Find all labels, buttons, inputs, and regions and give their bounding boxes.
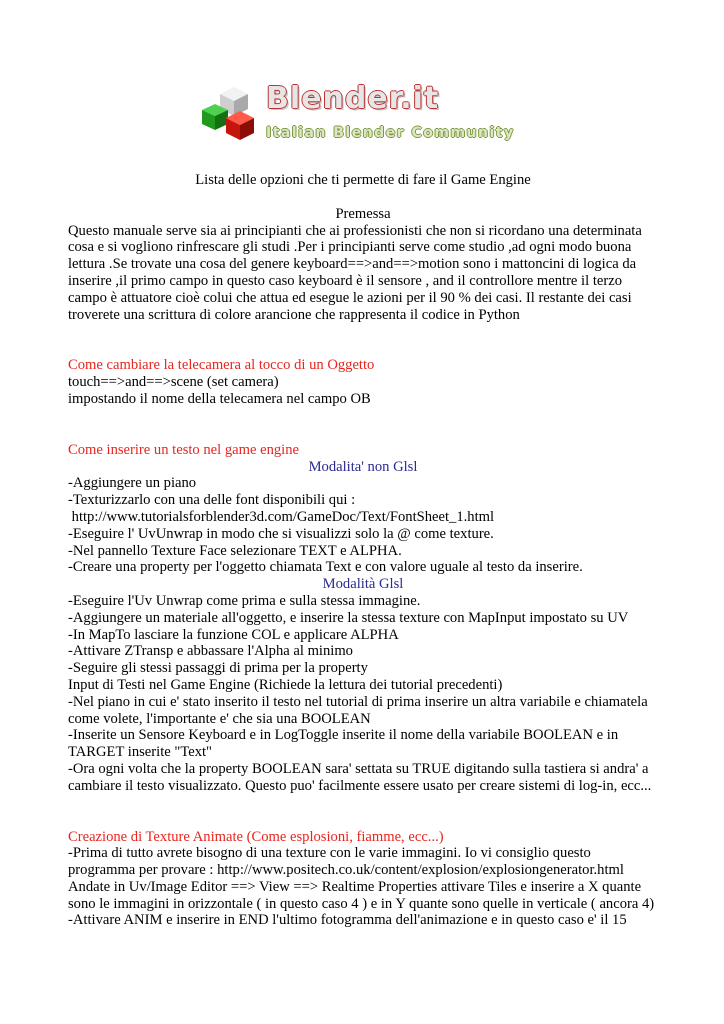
logo-title: Blender.it — [266, 81, 440, 116]
section-camera-line: impostando il nome della telecamera nel campo OB — [68, 390, 371, 407]
cubes-logo-icon — [198, 80, 264, 144]
list-item: -In MapTo lasciare la funzione COL e applicare ALPHA — [68, 626, 399, 643]
section-camera-line: touch==>and==>scene (set camera) — [68, 374, 279, 391]
list-item: -Seguire gli stessi passaggi di prima per la property — [68, 660, 368, 677]
list-item: -Creare una property per l'oggetto chiamata Text e con valore uguale al testo da inserire. — [68, 559, 583, 576]
logo-subtitle: Italian Blender Community — [266, 125, 515, 141]
document-title: Lista delle opzioni che ti permette di fare il Game Engine — [195, 172, 531, 188]
list-item: -Texturizzarlo con una delle font disponibili qui : — [68, 492, 356, 509]
list-item: -Inserite un Sensore Keyboard e in LogToggle inserite il nome della variabile BOOLEAN e in TARGET inserite "Text" — [68, 727, 622, 761]
subheading-glsl: Modalità Glsl — [322, 576, 404, 593]
list-item: Input di Testi nel Game Engine (Richiede la lettura dei tutorial precedenti) — [68, 676, 503, 693]
list-item: -Attivare ZTransp e abbassare l'Alpha al minimo — [68, 643, 353, 660]
blender-it-logo — [198, 80, 538, 144]
list-item: -Aggiungere un materiale all'oggetto, e inserire la stessa texture con MapInput impostato su UV — [68, 609, 629, 626]
list-item: -Aggiungere un piano — [68, 475, 197, 492]
list-item: -Prima di tutto avrete bisogno di una texture con le varie immagini. Io vi consiglio questo programma per provare : http://www.positech.co.uk/content/explosion/explosiongenerator.html — [68, 845, 624, 879]
list-item: -Nel piano in cui e' stato inserito il testo nel tutorial di prima inserire un altra variabile e chiamatela come volete, l'importante e' che sia una BOOLEAN — [68, 693, 652, 727]
premessa-heading: Premessa — [335, 205, 391, 222]
section-animated-textures-heading: Creazione di Texture Animate (Come esplosioni, fiamme, ecc...) — [68, 828, 444, 845]
section-text-heading: Come inserire un testo nel game engine — [68, 441, 299, 458]
list-item: -Ora ogni volta che la property BOOLEAN sara' settata su TRUE digitando sulla tastiera si andra' a cambiare il testo visualizzato. Questo puo' facilmente essere usato per creare sistemi di log-in, ecc... — [68, 760, 653, 794]
premessa-paragraph: Questo manuale serve sia ai principianti che ai professionisti che non si ricordano una determinata cosa e si vogliono rinfrescare gli studi .Per i principianti serve come studio ,ad ogni modo buona lettura .Se trovate una cosa del genere keyboard==>and==>motion sono i mattoncini di logica da inserire ,il primo campo in questo caso keyboard è il sensore , and il controllore mentre il terzo campo è attuatore cioè colui che attua ed esegue le azioni per il 90 % dei casi. Il restante dei casi troverete una scrittura di colore arancione che rappresenta il codice in Python — [68, 222, 642, 323]
list-item: -Eseguire l' UvUnwrap in modo che si visualizzi solo la @ come texture. — [68, 525, 494, 542]
list-item: -Attivare ANIM e inserire in END l'ultimo fotogramma dell'animazione e in questo caso e' il 15 — [68, 912, 627, 929]
section-camera-heading: Come cambiare la telecamera al tocco di un Oggetto — [68, 357, 375, 374]
document-body — [68, 172, 658, 929]
list-item: Andate in Uv/Image Editor ==> View ==> Realtime Properties attivare Tiles e inserire a X quante sono le immagini in orizzontale ( in questo caso 4 ) e in Y quante sono quelle in verticale ( ancora 4) — [68, 878, 655, 912]
list-item: -Nel pannello Texture Face selezionare TEXT e ALPHA. — [68, 542, 402, 559]
subheading-non-glsl: Modalita' non Glsl — [308, 458, 418, 475]
font-sheet-url: http://www.tutorialsforblender3d.com/GameDoc/Text/FontSheet_1.html — [68, 508, 495, 525]
list-item: -Eseguire l'Uv Unwrap come prima e sulla stessa immagine. — [68, 592, 421, 609]
logo-wordmark — [266, 82, 515, 143]
